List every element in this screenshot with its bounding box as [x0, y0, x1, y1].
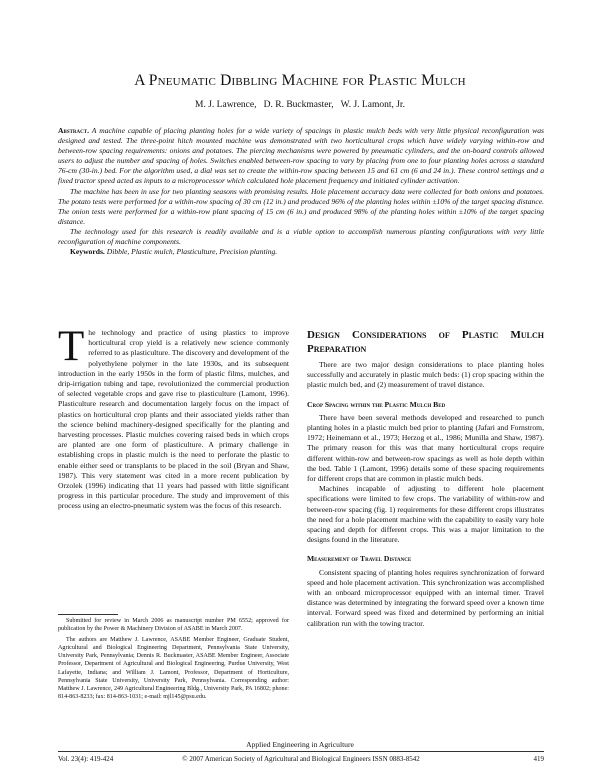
paper-title: A Pneumatic Dibbling Machine for Plastic Mulch	[134, 72, 466, 89]
keywords-label: Keywords.	[70, 247, 105, 257]
abstract-p2: The machine has been in use for two planting seasons with promising results. Hole placement accuracy data were collected for both onions and potatoes. The potato tests were performed for a within-row spacing of 30 cm (12 in.) and produced 96% of the planting holes within ±10% of the target spacing distance. The onion tests were performed for a within-row plant spacing of 15 cm (6 in.) and produced 98% of the planting holes within ±10% of the target spacing distance.	[58, 186, 544, 226]
design-p2: There have been several methods developed and researched to punch planting holes in a plastic mulch bed prior to planting (Jafari and Fornstrom, 1972; Heinemann et al., 1973; Herzog et al., 1986; Munilla and Shaw, 1987). The primary reason for this was that many horticultural crops require different within-row and between-row spacings as well as hole depth within the bed. Table 1 (Lamont, 1996) details some of these spacing requirements for different crops that are common in plastic mulch beds.	[307, 412, 544, 484]
footer-rule	[58, 751, 544, 752]
abstract-block	[58, 126, 544, 257]
subsection-heading-travel: Measurement of Travel Distance	[307, 554, 412, 564]
left-column	[58, 323, 289, 512]
design-p4: Consistent spacing of planting holes requires synchronization of forward speed and hole placement activation. This synchronization was accomplished with an onboard microprocessor equipped with an internal timer. Travel distance was determined by integrating the forward speed over a known time interval. Forward speed was fixed and determined by performing an initial calibration run with the towing tractor.	[307, 567, 544, 628]
design-p3: Machines incapable of adjusting to different hole placement specifications were limited to few crops. The variability of within-row and between-row spacing (fig. 1) requirements for these different crops illustrates the need for a hole placement machine with the capability to easily vary hole spacing and depth for different crops. This was a major limitation to the designs found in the literature.	[307, 484, 544, 545]
footnote-submitted: Submitted for review in March 2006 as manuscript number PM 6552; approved for publication by the Power & Machinery Division of ASABE in March 2007.	[58, 618, 289, 633]
subsection-heading-spacing: Crop Spacing within the Plastic Mulch Bed	[307, 399, 446, 409]
abstract-p1: A machine capable of placing planting holes for a wide variety of spacings in plastic mulch beds with very little physical reconfiguration was designed and tested. The three-point hitch mounted machine was demonstrated with two horticultural crops which have widely varying within-row and between-row spacing requirements: onions and potatoes. The piercing mechanisms were powered by pneumatic cylinders, and the on-board controls allowed users to adjust the number and spacing of holes. Switches enabled between-row spacing to vary by placing from one to four planting holes across a standard 76-cm (30-in.) bed. For the algorithm used, a dial was set to create the within-row spacing between 15 and 61 cm (6 and 24 in.). These control settings and a fixed tractor speed acted as inputs to a microprocessor which calculated hole placement frequency and initiated cylinder activation.	[58, 126, 544, 186]
keywords: Dibble, Plastic mulch, Plasticulture, Precision planting.	[106, 247, 278, 257]
abstract-label: Abstract.	[58, 126, 90, 135]
footnote-rule	[58, 614, 118, 615]
right-column	[307, 328, 544, 629]
intro-paragraph: he technology and practice of using plastics to improve horticultural crop yield is a relatively new science commonly referred to as plasticulture. The discovery and development of the polyethylene polymer in the late 1930s, and its subsequent introduction in the early 1950s in the form of plastic films, mulches, and drip-irrigation tubing and tape, revolutionized the commercial production of selected vegetable crops and gave rise to plasticulture (Lamont, 1996). Plasticulture research and documentation largely focus on the impact of plastics on horticultural crop plants and their associated yields rather than the science behind machinery-designed specifically for the planting and harvesting processes. Plastic mulches covering raised beds in which crops are planted are one form of plasticulture. A primary challenge in establishing crops in plastic mulch is the need to perforate the plastic to enable either seed or transplants to be placed in the soil (Bryan and Shaw, 1987). This very statement was cited in a more recent publication by Orzolek (1996) indicating that 11 years had passed with little significant progress in this particular procedure. The study and improvement of this process using an electro-pneumatic system was the focus of this research.	[58, 328, 289, 511]
footnote	[58, 617, 289, 704]
volume-info: Vol. 23(4): 419-424	[58, 755, 114, 763]
footnote-authors: The authors are Matthew J. Lawrence, ASABE Member Engineer, Graduate Student, Agricultural and Biological Engineering Department, Pennsylvania State University, University Park, Pennsylvania; Dennis R. Buckmaster, ASABE Member Engineer, Associate Professor, Department of Agricultural and Biological Engineering, Purdue University, West Lafayette, Indiana; and William J. Lamont, Professor, Department of Horticulture, Pennsylvania State University, University Park, Pennsylvania. Corresponding author: Matthew J. Lawrence, 249 Agricultural Engineering Bldg., University Park, PA 16802; phone: 814-863-8233; fax: 814-863-1031; e-mail: mjl145@psu.edu.	[58, 637, 289, 700]
abstract-p3: The technology used for this research is readily available and is a viable option to accomplish numerous planting configurations with very little reconfiguration of machine components.	[58, 226, 544, 247]
copyright: © 2007 American Society of Agricultural and Biological Engineers ISSN 0883-8542	[182, 755, 420, 763]
section-heading: Design Considerations of Plastic Mulch Preparation	[307, 329, 544, 355]
author-list: M. J. Lawrence, D. R. Buckmaster, W. J. Lamont, Jr.	[195, 100, 405, 110]
design-p1: There are two major design considerations to place planting holes successfully and accurately in plastic mulch beds: (1) crop spacing within the plastic mulch bed, and (2) measurement of travel distance.	[307, 360, 544, 390]
page-number: 419	[533, 755, 544, 763]
drop-cap: T	[58, 323, 85, 370]
journal-name: Applied Engineering in Agriculture	[246, 740, 354, 749]
